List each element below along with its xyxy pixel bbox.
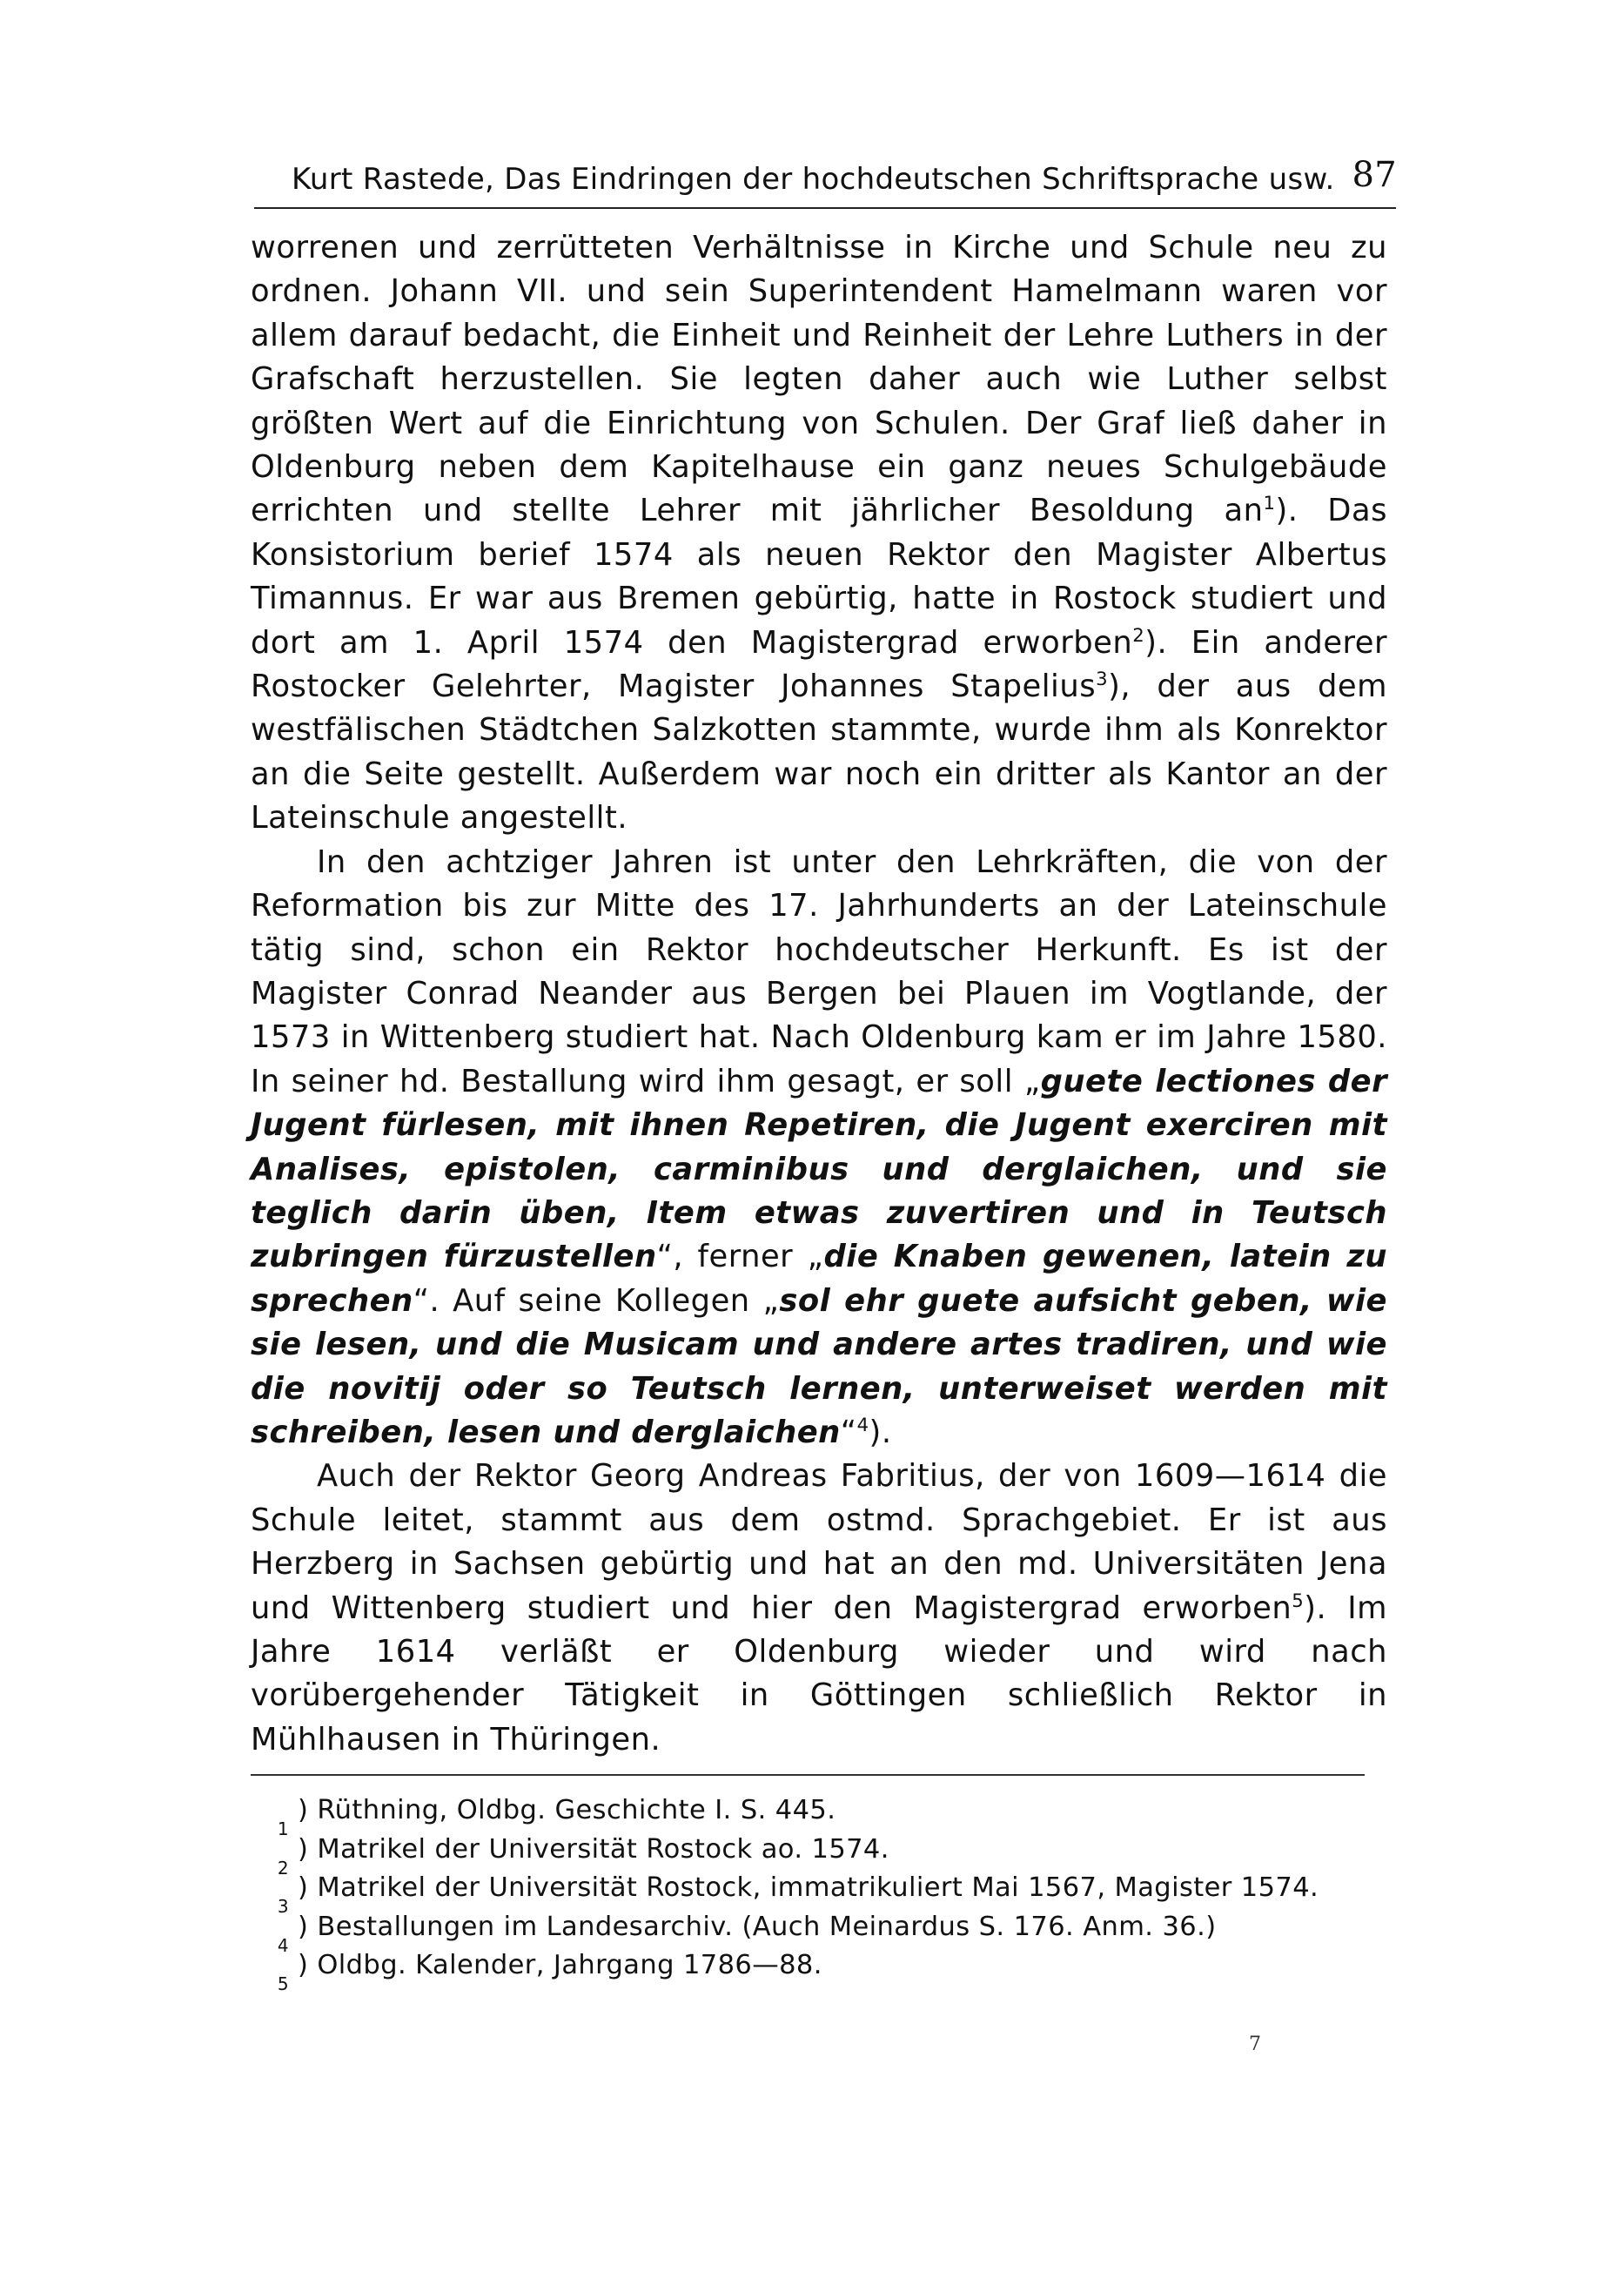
quote-lectiones: guete lectiones der Jugent fürlesen, mit ihnen Repetiren, die Jugent exerciren mit Analises, epistolen, carminibus und derglaichen, und sie teglich darin üben, Item etwas zuvertiren und in Teutsch zubringen fürzustellen <box>251 1063 1387 1275</box>
page-number: 87 <box>1352 155 1397 195</box>
footnotes <box>251 1791 1387 1994</box>
main-text <box>251 226 1387 1762</box>
quote-aufsicht: sol ehr guete aufsicht geben, wie sie lesen, und die Musicam und andere artes tradiren, und wie die novitij oder so Teutsch lernen, unterweiset werden mit schreiben, lesen und derglaichen <box>251 1282 1387 1450</box>
header-rule <box>254 207 1396 209</box>
footnote-ref-3: 3 <box>1096 668 1109 690</box>
footnote-ref-4: 4 <box>856 1414 869 1436</box>
footnote-4: 4 ) Bestallungen im Landesarchiv. (Auch Meinardus S. 176. Anm. 36.) <box>277 1911 1217 1956</box>
footnote-2: 2 ) Matrikel der Universität Rostock ao. 1574. <box>277 1833 889 1879</box>
footnote-ref-2: 2 <box>1132 623 1145 646</box>
paragraph-2: In den achtziger Jahren ist unter den Lehrkräften, die von der Reformation bis zur Mitte des 17. Jahrhunderts an der Lateinschule tätig sind, schon ein Rektor hochdeutscher Herkunft. Es ist der Magister Conrad Neander aus Bergen bei Plauen im Vogtlande, der 1573 in Wittenberg studiert hat. Nach Oldenburg kam er im Jahre 1580. In seiner hd. Bestallung wird ihm gesagt, er soll „guete lectiones der Jugent fürlesen, mit ihnen Repetiren, die Jugent exerciren mit Analises, epistolen, carminibus und derglaichen, und sie teglich darin üben, Item etwas zuvertiren und in Teutsch zubringen fürzustellen“, ferner „die Knaben gewenen, latein zu sprechen“. Auf seine Kollegen „sol ehr guete aufsicht geben, wie sie lesen, und die Musicam und andere artes tradiren, und wie die novitij oder so Teutsch lernen, unterweiset werden mit schreiben, lesen und derglaichen“$^4$). <box>251 844 1387 1450</box>
footnote-ref-5: 5 <box>1292 1589 1305 1611</box>
page-header <box>292 153 1397 205</box>
footnote-5: 5 ) Oldbg. Kalender, Jahrgang 1786—88. <box>277 1950 822 1994</box>
signature-mark: 7 <box>1249 2033 1261 2055</box>
paragraph-3: Auch der Rektor Georg Andreas Fabritius, der von 1609—1614 die Schule leitet, stammt aus dem ostmd. Sprachgebiet. Er ist aus Herzberg in Sachsen gebürtig und hat an den md. Universitäten Jena und Wittenberg studiert und hier den Magistergrad erworben$^5$). Im Jahre 1614 verläßt er Oldenburg wieder und wird nach vorübergehender Tätigkeit in Göttingen schließlich Rektor in Mühlhausen in Thüringen. <box>251 1458 1387 1758</box>
paragraph-1: worrenen und zerrütteten Verhältnisse in Kirche und Schule neu zu ordnen. Johann VII. und sein Superintendent Hamelmann waren vor allem darauf bedacht, die Einheit und Reinheit der Lehre Luthers in der Grafschaft herzustellen. Sie legten daher auch wie Luther selbst größten Wert auf die Einrichtung von Schulen. Der Graf ließ daher in Oldenburg neben dem Kapitelhause ein ganz neues Schulgebäude errichten und stellte Lehrer mit jährlicher Besoldung $an^1$). Das Konsistorium berief 1574 als neuen Rektor den Magister Albertus Timannus. Er war aus Bremen gebürtig, hatte in Rostock studiert und dort am 1. April 1574 den Magistergrad erworben$^2$). Ein anderer Rostocker Gelehrter, Magister Johannes Stapelius$^3$), der aus dem westfälischen Städtchen Salzkotten stammte, wurde ihm als Konrektor an die Seite gestellt. Außerdem war noch ein dritter als Kantor an der Lateinschule angestellt. <box>251 230 1387 837</box>
footnote-rule <box>251 1774 1365 1776</box>
footnote-ref-1: 1 <box>1263 492 1276 514</box>
footnote-1: 1 ) Rüthning, Oldbg. Geschichte I. S. 445. <box>277 1795 836 1839</box>
footnote-3: 3 ) Matrikel der Universität Rostock, immatrikuliert Mai 1567, Magister 1574. <box>277 1872 1319 1917</box>
quote-knaben: die Knaben gewenen, latein zu sprechen <box>251 1239 1387 1319</box>
running-title: Kurt Rastede, Das Eindringen der hochdeutschen Schriftsprache usw. <box>292 162 1335 197</box>
